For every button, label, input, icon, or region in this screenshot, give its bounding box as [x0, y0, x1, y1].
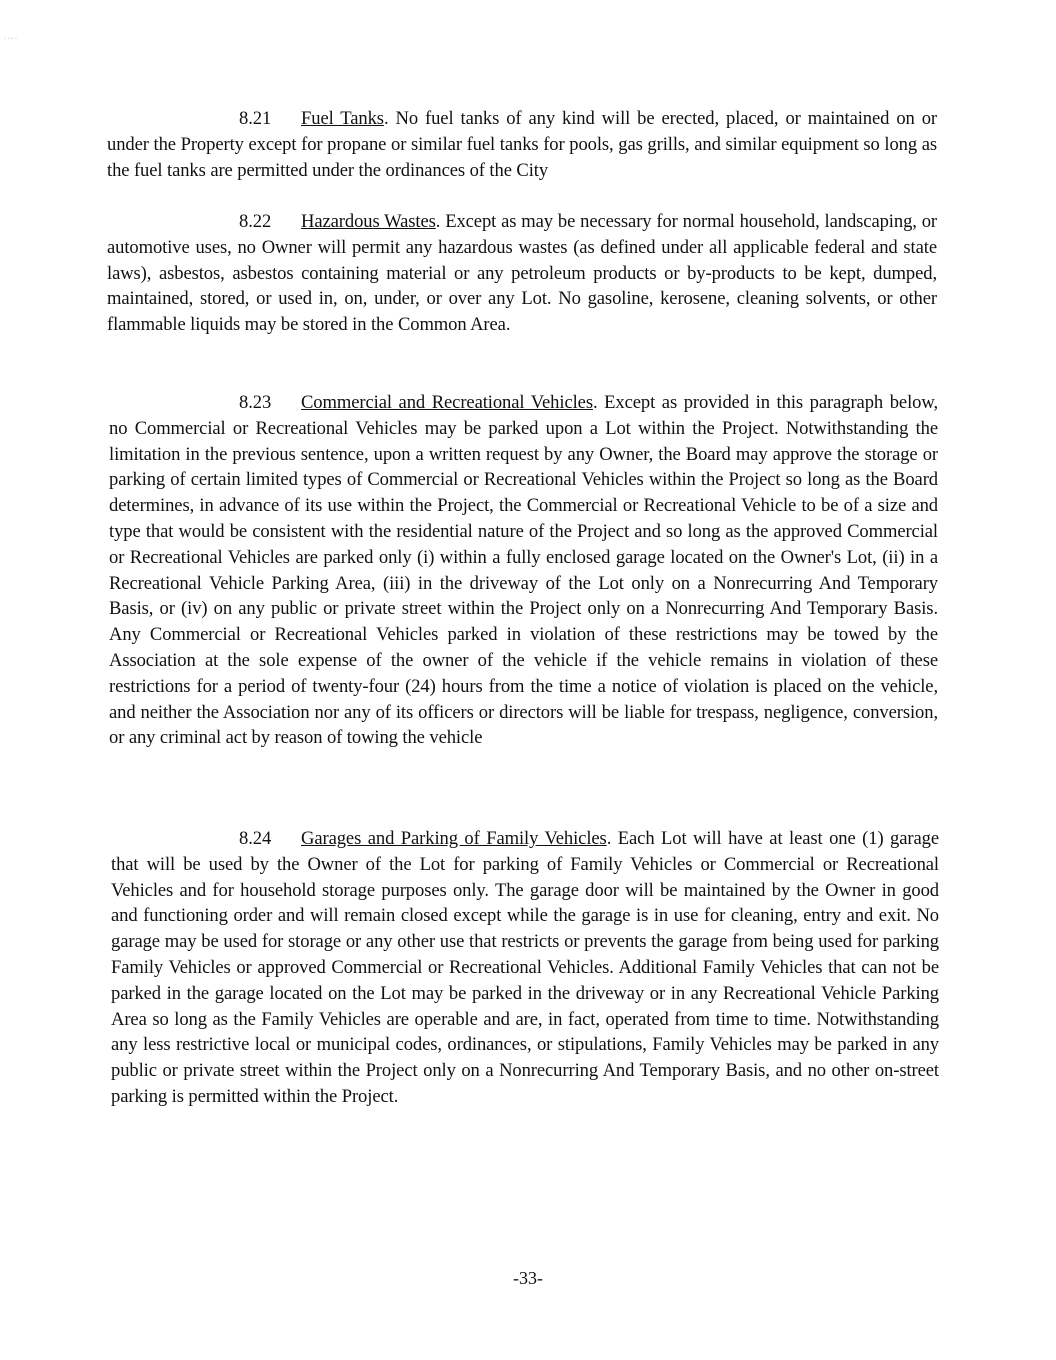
section-8-23: 8.23 Commercial and Recreational Vehicles. Except as provided in this paragraph below, no Commercial or Recreational Vehicles may be parked upon a Lot within the Project. Notwithstanding the limitation in the previous sentence, upon a written request by any Owner, the Board may approve the storage or parking of certain limited types of Commercial or Recreational Vehicles within the Project so long as the Board determines, in advance of its use within the Project, the Commercial or Recreational Vehicle to be of a size and type that would be consistent with the residential nature of the Project and so long as the approved Commercial or Recreational Vehicles are parked only (i) within a fully enclosed garage located on the Owner's Lot, (ii) in a Recreational Vehicle Parking Area, (iii) in the driveway of the Lot only on a Nonrecurring And Temporary Basis, or (iv) on any public or private street within the Project only on a Nonrecurring And Temporary Basis. Any Commercial or Recreational Vehicles parked in violation of these restrictions may be towed by the Association at the sole expense of the owner of the vehicle if the vehicle remains in violation of these restrictions for a period of twenty-four (24) hours from the time a notice of violation is placed on the vehicle, and neither the Association nor any of its officers or directors will be liable for trespass, negligence, conversion, or any criminal act by reason of towing the vehicle — [109, 392, 938, 749]
page-number: -33- — [513, 1268, 543, 1288]
section-body: No fuel tanks of any kind will be erected, placed, or maintained on or under the Property except for propane or similar fuel tanks for pools, gas grills, and similar equipment so long as the fuel tanks are permitted under the ordinances of the City — [107, 108, 938, 181]
section-body: Except as may be necessary for normal household, landscaping, or automotive uses, no Owner will permit any hazardous wastes (as defined under all applicable federal and state laws), asbestos, asbestos containing material or any petroleum products or by-products to be kept, dumped, maintained, stored, or used in, on, under, or over any Lot. No gasoline, kerosene, cleaning solvents, or other flammable liquids may be stored in the Common Area. — [107, 211, 937, 336]
section-number: 8.21 — [239, 108, 272, 129]
section-heading: Fuel Tanks — [301, 108, 384, 129]
section-number: 8.22 — [239, 211, 272, 232]
section-body: Each Lot will have at least one (1) garage that will be used by the Owner of the Lot for parking of Family Vehicles or Commercial or Recreational Vehicles and for household storage purposes only. The garage door will be maintained by the Owner in good and functioning order and will remain closed except while the garage is in use for cleaning, entry and exit. No garage may be used for storage or any other use that restricts or prevents the garage from being used for parking Family Vehicles or approved Commercial or Recreational Vehicles. Additional Family Vehicles that can not be parked in the garage located on the Lot may be parked in the driveway or in any Recreational Vehicle Parking Area so long as the Family Vehicles are operable and are, in fact, operated from time to time. Notwithstanding any less restrictive local or municipal codes, ordinances, or stipulations, Family Vehicles may be parked in any public or private street within the Project only on a Nonrecurring And Temporary Basis, and no other on-street parking is permitted within the Project. — [111, 828, 939, 1107]
section-number: 8.23 — [239, 392, 272, 413]
section-8-22: 8.22 Hazardous Wastes. Except as may be necessary for normal household, landscaping, or automotive uses, no Owner will permit any hazardous wastes (as defined under all applicable federal and state laws), asbestos, asbestos containing material or any petroleum products or by-products to be kept, dumped, maintained, stored, or used in, on, under, or over any Lot. No gasoline, kerosene, cleaning solvents, or other flammable liquids may be stored in the Common Area. — [107, 211, 937, 336]
section-heading: Garages and Parking of Family Vehicles — [301, 828, 607, 849]
section-8-21: 8.21 Fuel Tanks. No fuel tanks of any kind will be erected, placed, or maintained on or under the Property except for propane or similar fuel tanks for pools, gas grills, and similar equipment so long as the fuel tanks are permitted under the ordinances of the City — [107, 108, 938, 181]
section-body: Except as provided in this paragraph below, no Commercial or Recreational Vehicles may be parked upon a Lot within the Project. Notwithstanding the limitation in the previous sentence, upon a written request by any Owner, the Board may approve the storage or parking of certain limited types of Commercial or Recreational Vehicles within the Project so long as the Board determines, in advance of its use within the Project, the Commercial or Recreational Vehicle to be of a size and type that would be consistent with the residential nature of the Project and so long as the approved Commercial or Recreational Vehicles are parked only (i) within a fully enclosed garage located on the Owner's Lot, (ii) in a Recreational Vehicle Parking Area, (iii) in the driveway of the Lot only on a Nonrecurring And Temporary Basis, or (iv) on any public or private street within the Project only on a Nonrecurring And Temporary Basis. Any Commercial or Recreational Vehicles parked in violation of these restrictions may be towed by the Association at the sole expense of the owner of the vehicle if the vehicle remains in violation of these restrictions for a period of twenty-four (24) hours from the time a notice of violation is placed on the vehicle, and neither the Association nor any of its officers or directors will be liable for trespass, negligence, conversion, or any criminal act by reason of towing the vehicle — [109, 392, 938, 749]
section-heading: Commercial and Recreational Vehicles — [301, 392, 593, 413]
section-heading: Hazardous Wastes — [301, 211, 436, 232]
scan-speck: · ··· · — [4, 36, 17, 42]
section-number: 8.24 — [239, 828, 272, 849]
section-8-24: 8.24 Garages and Parking of Family Vehicles. Each Lot will have at least one (1) garage that will be used by the Owner of the Lot for parking of Family Vehicles or Commercial or Recreational Vehicles and for household storage purposes only. The garage door will be maintained by the Owner in good and functioning order and will remain closed except while the garage is in use for cleaning, entry and exit. No garage may be used for storage or any other use that restricts or prevents the garage from being used for parking Family Vehicles or approved Commercial or Recreational Vehicles. Additional Family Vehicles that can not be parked in the garage located on the Lot may be parked in the driveway or in any Recreational Vehicle Parking Area so long as the Family Vehicles are operable and are, in fact, operated from time to time. Notwithstanding any less restrictive local or municipal codes, ordinances, or stipulations, Family Vehicles may be parked in any public or private street within the Project only on a Nonrecurring And Temporary Basis, and no other on-street parking is permitted within the Project. — [111, 828, 939, 1107]
